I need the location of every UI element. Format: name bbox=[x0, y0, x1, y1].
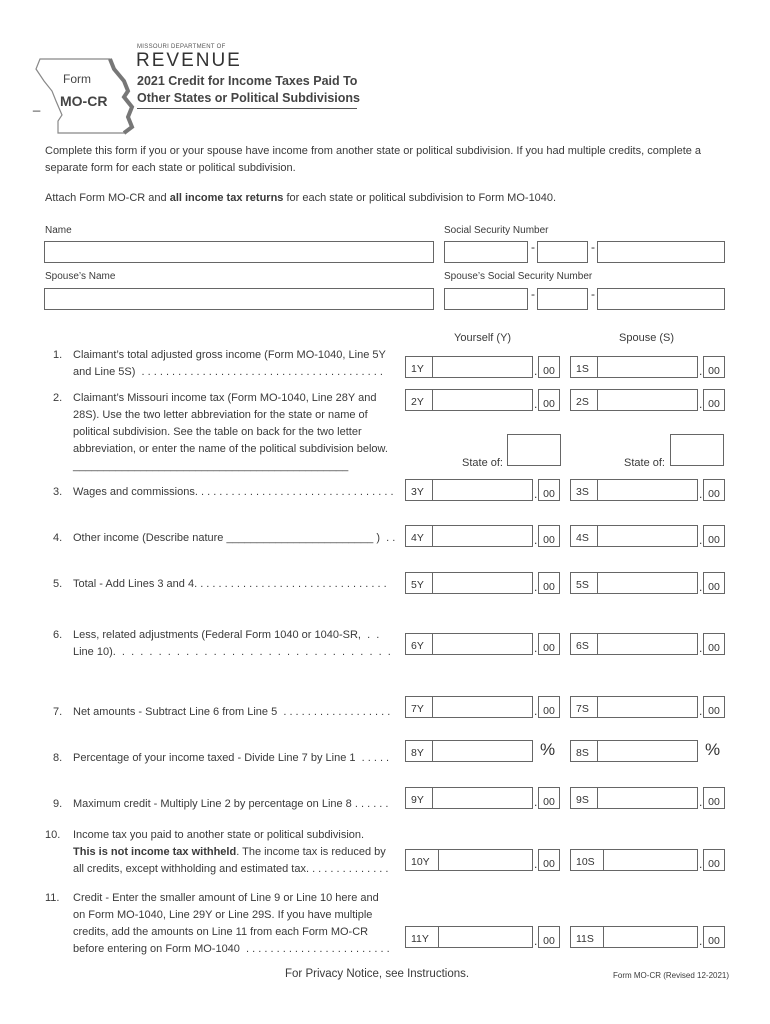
cents-box: 00 bbox=[703, 787, 725, 809]
ssn-dash: - bbox=[531, 240, 535, 254]
decimal-point: . bbox=[699, 795, 703, 809]
cents-box: 00 bbox=[538, 696, 560, 718]
cents-box: 00 bbox=[538, 356, 560, 378]
state-of-yourself-input[interactable] bbox=[507, 434, 561, 466]
line-10y-amount-input[interactable] bbox=[405, 849, 533, 871]
line-text: Claimant’s total adjusted gross income (Form MO-1040, Line 5Y bbox=[73, 349, 386, 361]
name-input[interactable] bbox=[44, 241, 434, 263]
line-8s-amount-input[interactable] bbox=[570, 740, 698, 762]
title-rule bbox=[137, 108, 357, 109]
line-2y-amount-input[interactable] bbox=[405, 389, 533, 411]
cents-box: 00 bbox=[538, 479, 560, 501]
decimal-point: . bbox=[699, 857, 703, 871]
cents-box: 00 bbox=[703, 849, 725, 871]
decimal-point: . bbox=[534, 795, 538, 809]
yourself-column-header: Yourself (Y) bbox=[454, 332, 512, 344]
line-text: before entering on Form MO-1040 . . . . . . . . . . . . . . . . . . . . . . . . bbox=[73, 943, 390, 955]
form-page: Form _ MO-CR MISSOURI DEPARTMENT OF REVENUE 2021 Credit for Income Taxes Paid To Other States or Political Subdivisions Complete this form if you or your spouse have income from another state or political subdivision. If you had multiple credits, complete a separate form for each state or political subdivision. Attach Form MO-CR and all income tax returns for each state or political subdivision to Form MO-1040. Name Social Security Number - - Spouse’s Name Spouse’s Social Security Number - - Yourself (Y) Spouse (S) State of: State of: 1. Claimant’s total adjusted gross income (Form MO-1040, Line 5Y and Line 5S) . . . . . . . . . . . . . . . . . . . . . . . . . . . . . . . . . . . . . . . . 1Y . 00 1S . 00 2. Claimant’s Missouri income tax (Form MO-1040, Line 28Y and 28S). Use the two letter abbreviation for the state or name of political subdivision. See the table on back for the two letter abbreviation, or enter the name of the political subdivision below. _____________________________________________ 2Y . 00 2S . 00 3. Wages and commissions. . . . . . . . . . . . . . . . . . . . . . . . . . . . . . . . . 3Y . 00 3S . 00 4. Other income (Describe nature ________________________ ) . . 4Y . 00 4S . 00 5. Total - Add Lines 3 and 4. . . . . . . . . . . . . . . . . . . . . . . . . . . . . . . . 5Y . 00 5S . 00 6. Less, related adjustments (Federal Form 1040 or 1040-SR, . . Line 10). . . . . . . . . . . . . . . . . . . . . . . . . . . . . . . 6Y . 00 6S . 00 7. Net amounts - Subtract Line 6 from Line 5 . . . . . . . . . . . . . . . . . . 7Y . 00 7S . 00 8. Percentage of your income taxed - Divide Line 7 by Line 1 . . . . . 8Y % 8S % 9. Maximum credit - Multiply Line 2 by percentage on Line 8 . . . . . . 9Y . 00 9S . 00 10. Income tax you paid to another state or political subdivision. This is not income tax withheld. The income tax is reduced by all credits, except withholding and estimated tax. . . . . . . . . . . . . . 10Y . 00 10S . 00 11. Credit - Enter the smaller amount of Line 9 or Line 10 here and on Form MO-1040, Line 29Y or Line 29S. If you have multiple credits, add the amounts on Line 11 from each Form MO-CR before entering on Form MO-1040 . . . . . . . . . . . . . . . . . . . . . . . . 11Y . 00 11S . 00 For Privacy Notice, see Instructions. Form MO-CR (Revised 12-2021) bbox=[0, 0, 770, 1024]
decimal-point: . bbox=[534, 364, 538, 378]
spouse-column-header: Spouse (S) bbox=[619, 332, 675, 344]
line-6s-amount-input[interactable] bbox=[570, 633, 698, 655]
line-text: Percentage of your income taxed - Divide Line 7 by Line 1 . . . . . bbox=[73, 752, 390, 764]
line-text: 28S). Use the two letter abbreviation for the state or name of bbox=[73, 409, 368, 421]
box-label: 6S bbox=[576, 640, 589, 652]
line-8y-amount-input[interactable] bbox=[405, 740, 533, 762]
decimal-point: . bbox=[699, 533, 703, 547]
decimal-point: . bbox=[534, 857, 538, 871]
line-number: 6. bbox=[53, 629, 63, 641]
dept-name: MISSOURI DEPARTMENT OF bbox=[137, 44, 226, 50]
spouse-name-input[interactable] bbox=[44, 288, 434, 310]
decimal-point: . bbox=[699, 397, 703, 411]
line-text: Income tax you paid to another state or political subdivision. bbox=[73, 829, 365, 841]
line-number: 2. bbox=[53, 392, 63, 404]
privacy-notice: For Privacy Notice, see Instructions. bbox=[285, 968, 470, 980]
revenue-logo: REVENUE bbox=[136, 50, 242, 71]
spouse-ssn-part3-input[interactable] bbox=[597, 288, 725, 310]
name-label: Name bbox=[45, 225, 72, 236]
percent-sign: % bbox=[705, 740, 721, 759]
box-label: 2S bbox=[576, 396, 589, 408]
form-revision: Form MO-CR (Revised 12-2021) bbox=[613, 971, 730, 980]
ssn-part2-input[interactable] bbox=[537, 241, 588, 263]
box-label: 7S bbox=[576, 703, 589, 715]
line-5y-amount-input[interactable] bbox=[405, 572, 533, 594]
decimal-point: . bbox=[534, 533, 538, 547]
line-number: 3. bbox=[53, 486, 63, 498]
box-label: 6Y bbox=[411, 640, 424, 652]
line-number: 8. bbox=[53, 752, 63, 764]
line-10s-amount-input[interactable] bbox=[570, 849, 698, 871]
cents-box: 00 bbox=[703, 479, 725, 501]
line-text: and Line 5S) . . . . . . . . . . . . . . . . . . . . . . . . . . . . . . . . . . . . . . . . bbox=[73, 366, 383, 378]
box-label: 1Y bbox=[411, 363, 424, 375]
cents-box: 00 bbox=[703, 926, 725, 948]
decimal-point: . bbox=[534, 580, 538, 594]
line-text: Total - Add Lines 3 and 4. . . . . . . . . . . . . . . . . . . . . . . . . . . . . . . . bbox=[73, 578, 387, 590]
box-label: 8S bbox=[576, 747, 589, 759]
cents-box: 00 bbox=[538, 787, 560, 809]
decimal-point: . bbox=[534, 397, 538, 411]
cents-box: 00 bbox=[703, 389, 725, 411]
decimal-point: . bbox=[534, 487, 538, 501]
line-4y-amount-input[interactable] bbox=[405, 525, 533, 547]
intro-line2: separate form for each state or political subdivision. bbox=[45, 162, 296, 174]
line-11y-amount-input[interactable] bbox=[405, 926, 533, 948]
line-number: 4. bbox=[53, 532, 63, 544]
line-7s-amount-input[interactable] bbox=[570, 696, 698, 718]
line-text: Net amounts - Subtract Line 6 from Line 5 . . . . . . . . . . . . . . . . . . bbox=[73, 706, 391, 718]
line-text: on Form MO-1040, Line 29Y or Line 29S. If you have multiple bbox=[73, 909, 373, 921]
line-number: 10. bbox=[45, 829, 61, 841]
box-label: 4Y bbox=[411, 532, 424, 544]
cents-box: 00 bbox=[538, 525, 560, 547]
ssn-label: Social Security Number bbox=[444, 225, 549, 236]
decimal-point: . bbox=[534, 641, 538, 655]
box-label: 9Y bbox=[411, 794, 424, 806]
box-label: 8Y bbox=[411, 747, 424, 759]
line-9y-amount-input[interactable] bbox=[405, 787, 533, 809]
box-label: 10S bbox=[576, 856, 595, 868]
decimal-point: . bbox=[699, 641, 703, 655]
state-of-label-yourself: State of: bbox=[462, 457, 503, 469]
box-label: 11Y bbox=[411, 933, 429, 945]
line-number: 11. bbox=[45, 892, 60, 904]
line-2s-amount-input[interactable] bbox=[570, 389, 698, 411]
decimal-point: . bbox=[699, 364, 703, 378]
decimal-point: . bbox=[699, 704, 703, 718]
line-4s-amount-input[interactable] bbox=[570, 525, 698, 547]
line-text: Claimant’s Missouri income tax (Form MO-1040, Line 28Y and bbox=[73, 392, 377, 404]
decimal-point: . bbox=[699, 934, 703, 948]
cents-box: 00 bbox=[538, 389, 560, 411]
line-text: Line 10). . . . . . . . . . . . . . . . . . . . . . . . . . . . . . . bbox=[73, 646, 391, 658]
line-text: Other income (Describe nature ________________________ ) . . bbox=[73, 532, 396, 544]
form-title-line1: 2021 Credit for Income Taxes Paid To bbox=[137, 74, 358, 88]
state-of-spouse-input[interactable] bbox=[670, 434, 724, 466]
form-id: MO-CR bbox=[60, 93, 108, 109]
box-label: 10Y bbox=[411, 856, 430, 868]
cents-box: 00 bbox=[703, 356, 725, 378]
cents-box: 00 bbox=[703, 572, 725, 594]
line-number: 9. bbox=[53, 798, 63, 810]
line-9s-amount-input[interactable] bbox=[570, 787, 698, 809]
cents-box: 00 bbox=[538, 849, 560, 871]
box-label: 11S bbox=[576, 933, 594, 945]
cents-box: 00 bbox=[703, 696, 725, 718]
decimal-point: . bbox=[699, 487, 703, 501]
decimal-point: . bbox=[534, 704, 538, 718]
line-text: _____________________________________________ bbox=[73, 460, 349, 472]
decimal-point: . bbox=[534, 934, 538, 948]
line-text: Maximum credit - Multiply Line 2 by percentage on Line 8 . . . . . . bbox=[73, 798, 389, 810]
line-1y-amount-input[interactable] bbox=[405, 356, 533, 378]
box-label: 9S bbox=[576, 794, 589, 806]
line-text: credits, add the amounts on Line 11 from each Form MO-CR bbox=[73, 926, 369, 938]
box-label: 1S bbox=[576, 363, 589, 375]
cents-box: 00 bbox=[538, 926, 560, 948]
line-text: Credit - Enter the smaller amount of Line 9 or Line 10 here and bbox=[73, 892, 379, 904]
box-label: 5Y bbox=[411, 579, 424, 591]
ssn-dash: - bbox=[591, 287, 595, 301]
spouse-ssn-part1-input[interactable] bbox=[444, 288, 528, 310]
line-6y-amount-input[interactable] bbox=[405, 633, 533, 655]
ssn-part1-input[interactable] bbox=[444, 241, 528, 263]
line-text: This is not income tax withheld. The income tax is reduced by bbox=[73, 846, 386, 858]
line-text: abbreviation, or enter the name of the political subdivision below. bbox=[73, 443, 388, 455]
box-label: 3Y bbox=[411, 486, 424, 498]
box-label: 7Y bbox=[411, 703, 424, 715]
box-label: 2Y bbox=[411, 396, 424, 408]
line-number: 5. bbox=[53, 578, 63, 590]
spouse-ssn-part2-input[interactable] bbox=[537, 288, 588, 310]
cents-box: 00 bbox=[703, 525, 725, 547]
line-3s-amount-input[interactable] bbox=[570, 479, 698, 501]
line-text: all credits, except withholding and estimated tax. . . . . . . . . . . . . . bbox=[73, 863, 389, 875]
ssn-part3-input[interactable] bbox=[597, 241, 725, 263]
box-label: 5S bbox=[576, 579, 589, 591]
line-1s-amount-input[interactable] bbox=[570, 356, 698, 378]
line-11s-amount-input[interactable] bbox=[570, 926, 698, 948]
line-5s-amount-input[interactable] bbox=[570, 572, 698, 594]
line-number: 7. bbox=[53, 706, 63, 718]
line-text: political subdivision. See the table on back for the two letter bbox=[73, 426, 362, 438]
cents-box: 00 bbox=[538, 572, 560, 594]
line-3y-amount-input[interactable] bbox=[405, 479, 533, 501]
box-label: 3S bbox=[576, 486, 589, 498]
cents-box: 00 bbox=[538, 633, 560, 655]
ssn-dash: - bbox=[531, 287, 535, 301]
line-number: 1. bbox=[53, 349, 63, 361]
line-7y-amount-input[interactable] bbox=[405, 696, 533, 718]
box-label: 4S bbox=[576, 532, 589, 544]
line-text: Wages and commissions. . . . . . . . . . . . . . . . . . . . . . . . . . . . . . . . . bbox=[73, 486, 394, 498]
attach-instruction: Attach Form MO-CR and all income tax returns for each state or political subdivision to Form MO-1040. bbox=[45, 192, 557, 204]
intro-line1: Complete this form if you or your spouse have income from another state or political subdivision. If you had multiple credits, complete a bbox=[45, 145, 702, 157]
line-text: Less, related adjustments (Federal Form 1040 or 1040-SR, . . bbox=[73, 629, 380, 641]
cents-box: 00 bbox=[703, 633, 725, 655]
form-title-line2: Other States or Political Subdivisions bbox=[137, 91, 360, 105]
spouse-ssn-label: Spouse’s Social Security Number bbox=[444, 271, 593, 282]
percent-sign: % bbox=[540, 740, 556, 759]
form-label: Form bbox=[63, 72, 91, 86]
decimal-point: . bbox=[699, 580, 703, 594]
state-of-label-spouse: State of: bbox=[624, 457, 665, 469]
ssn-dash: - bbox=[591, 240, 595, 254]
spouse-name-label: Spouse’s Name bbox=[45, 271, 116, 282]
